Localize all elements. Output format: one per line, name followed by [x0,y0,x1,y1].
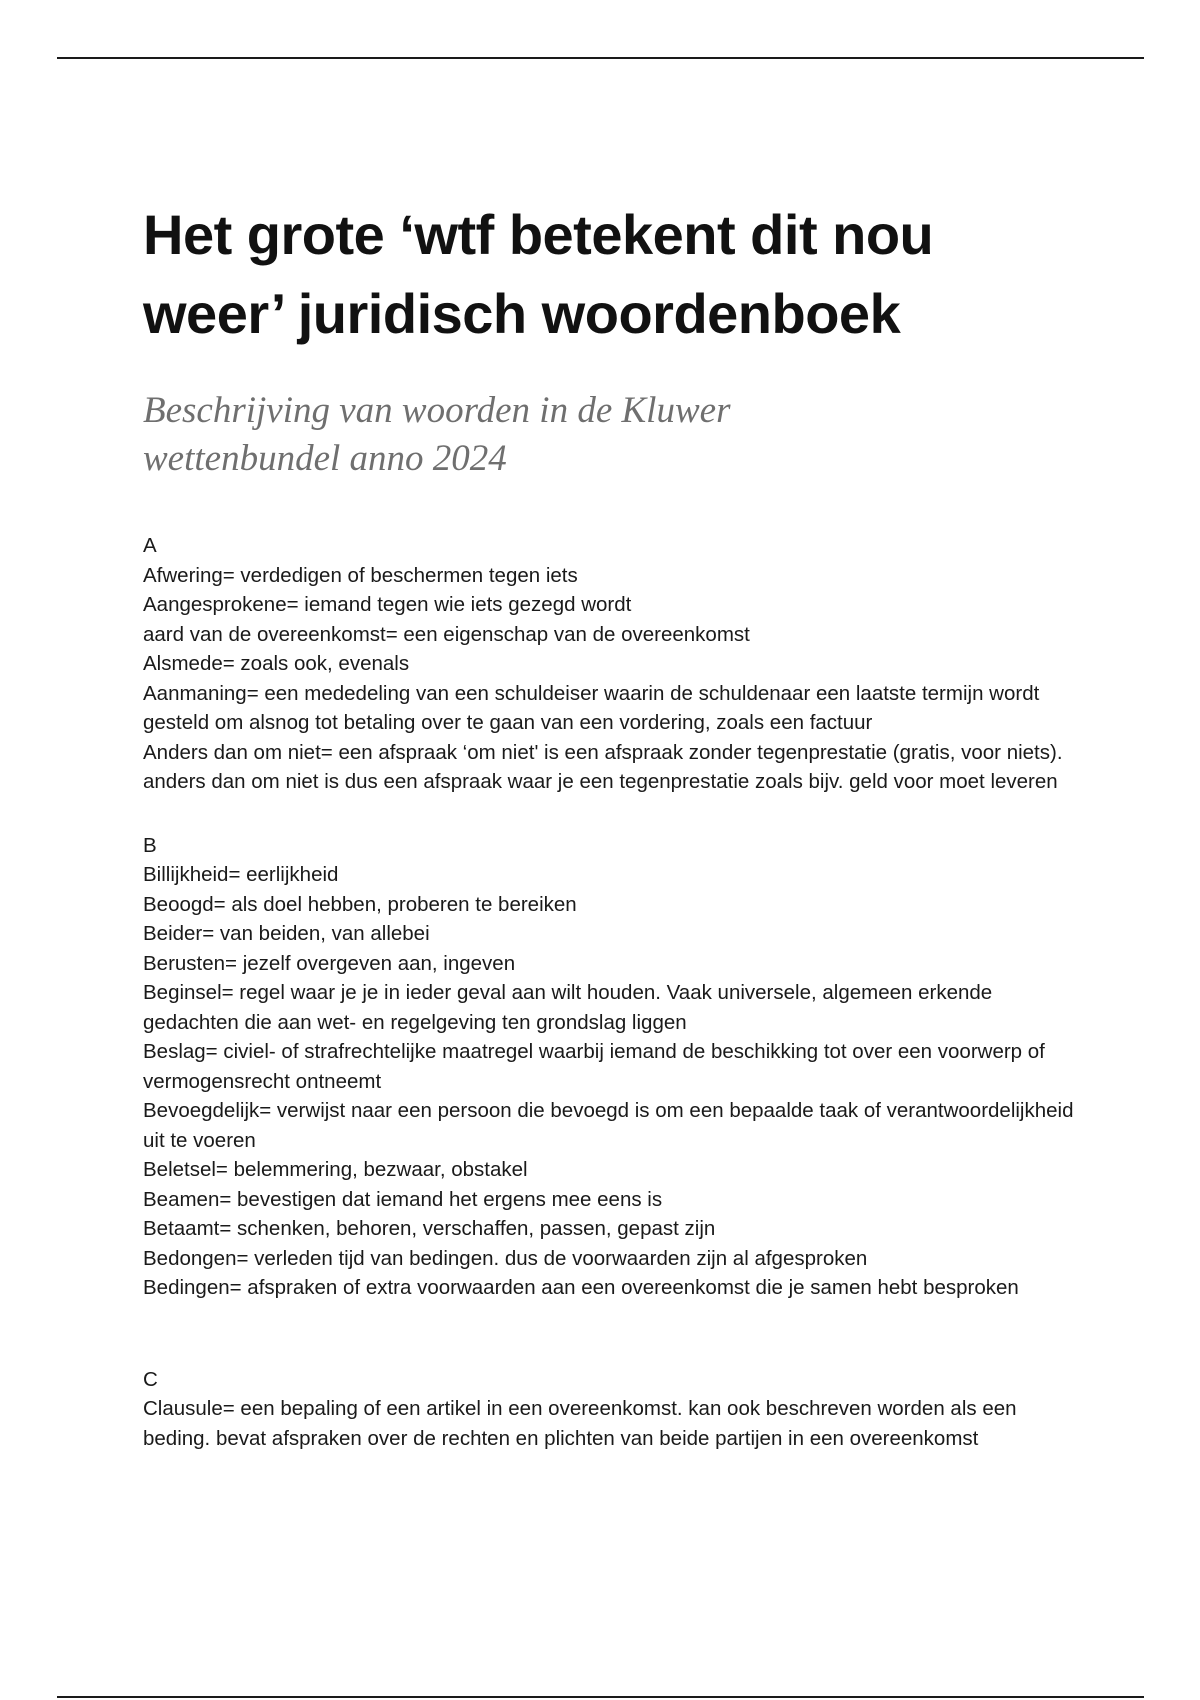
definition-entry: Beginsel= regel waar je je in ieder geval aan wilt houden. Vaak universele, algemeen erkende gedachten die aan wet- en regelgeving ten grondslag liggen [143,981,993,1034]
definition-entry: Anders dan om niet= een afspraak ‘om niet' is een afspraak zonder tegenprestatie (gratis, voor niets). anders dan om niet is dus een afspraak waar je een tegenprestatie zoals bijv. geld voor moet leveren [143,740,1063,793]
definition-entry: Beslag= civiel- of strafrechtelijke maatregel waarbij iemand de beschikking tot over een voorwerp of vermogensrecht ontneemt [143,1040,1045,1093]
definition-entry: Bedongen= verleden tijd van bedingen. dus de voorwaarden zijn al afgesproken [143,1246,868,1270]
definition-entry: Beoogd= als doel hebben, proberen te bereiken [143,892,577,916]
definition-entry: Clausule= een bepaling of een artikel in een overeenkomst. kan ook beschreven worden als een beding. bevat afspraken over de rechten en plichten van beide partijen in een overeenkomst [143,1397,1017,1450]
definition-entry: Alsmede= zoals ook, evenals [143,652,410,675]
definition-entry: Bevoegdelijk= verwijst naar een persoon die bevoegd is om een bepaalde taak of verantwoordelijkheid uit te voeren [143,1099,1074,1152]
definition-entry: Berusten= jezelf overgeven aan, ingeven [143,951,516,975]
definition-entry: Betaamt= schenken, behoren, verschaffen, passen, gepast zijn [143,1217,716,1240]
definition-entry: Aangesprokene= iemand tegen wie iets gezegd wordt [143,593,632,616]
definition-entry: Aanmaning= een mededeling van een schuldeiser waarin de schuldenaar een laatste termijn wordt gesteld om alsnog tot betaling over te gaan van een vordering, zoals een factuur [143,681,1040,734]
definition-entry: Beider= van beiden, van allebei [143,922,430,945]
title-line-2: weer’ juridisch woordenboek [143,282,901,345]
subtitle-line-1: Beschrijving van woorden in de Kluwer [143,390,731,431]
document-page [143,195,1083,1453]
section-a [143,531,1083,797]
document-title [143,195,1083,353]
title-line-1: Het grote ‘wtf betekent dit nou [143,203,934,266]
section-letter: C [143,1367,158,1391]
document-subtitle [143,387,1083,483]
top-rule [57,57,1144,59]
section-letter: B [143,833,157,857]
subtitle-line-2: wettenbundel anno 2024 [143,438,507,479]
definition-entry: aard van de overeenkomst= een eigenschap van de overeenkomst [143,622,750,646]
section-b [143,831,1083,1303]
definition-entry: Beletsel= belemmering, bezwaar, obstakel [143,1158,528,1181]
definition-entry: Afwering= verdedigen of beschermen tegen iets [143,563,578,587]
definition-entry: Bedingen= afspraken of extra voorwaarden aan een overeenkomst die je samen hebt besproken [143,1276,1019,1299]
section-c [143,1365,1083,1454]
bottom-rule [57,1696,1144,1698]
definition-entry: Beamen= bevestigen dat iemand het ergens mee eens is [143,1187,663,1211]
definition-entry: Billijkheid= eerlijkheid [143,863,339,886]
section-letter: A [143,534,157,557]
